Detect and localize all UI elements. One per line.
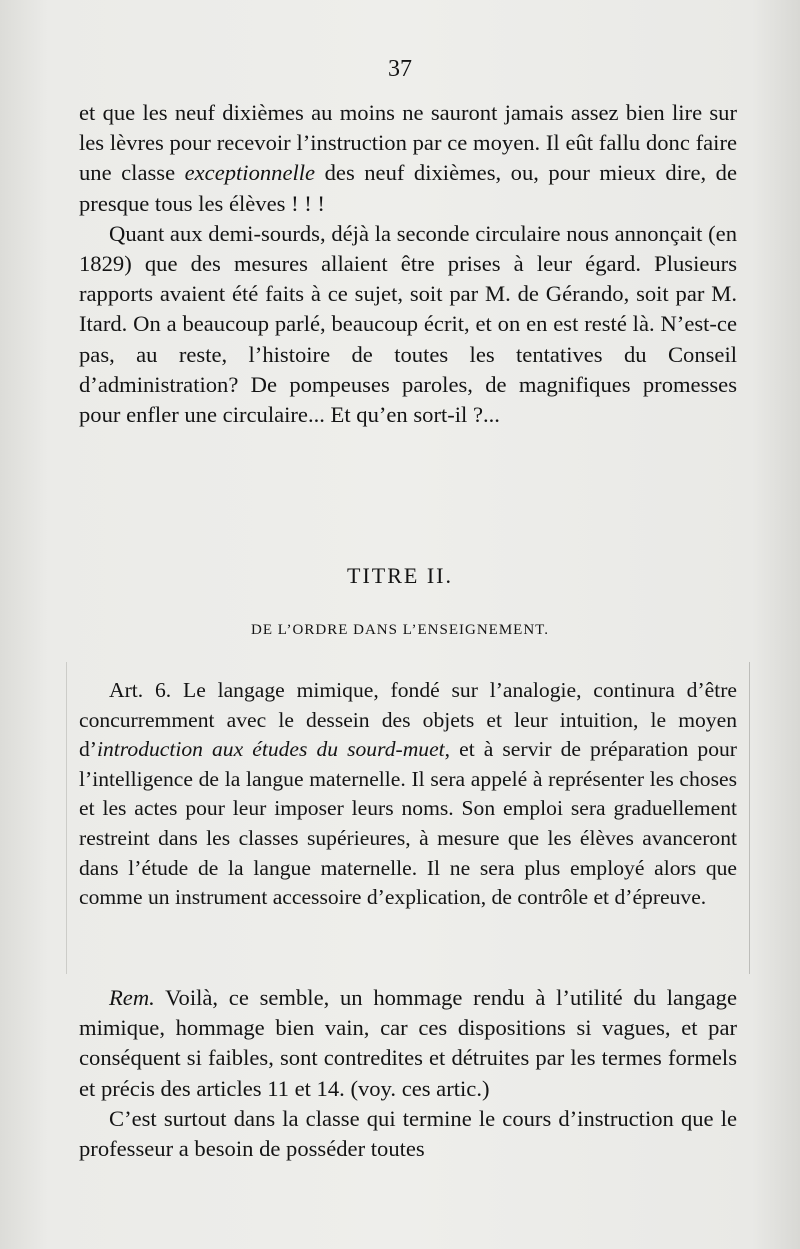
article-6-emphasis: introduction aux études du sourd-muet — [97, 737, 445, 762]
paragraph-2: Quant aux demi-sourds, déjà la seconde circulaire nous annonçait (en 1829) que des mesures allaient être prises à leur égard. Plusieurs rapports avaient été faits à ce sujet, soit par M. de Gérando, soit par M. Itard. On a beaucoup parlé, beaucoup écrit, et on en est resté là. N’est-ce pas, au reste, l’histoire de toutes les tentatives du Conseil d’administration? De pompeuses paroles, de magnifiques promesses pour enfler une circulaire... Et qu’en sort-il ?... — [79, 220, 737, 428]
article-6-text-b: , et à servir de préparation pour l’intelligence de la langue maternelle. Il sera appelé à représenter les choses et les actes pour leur imposer leurs noms. Son emploi sera graduellement restreint dans les classes supérieures, à mesure que les élèves avanceront dans l’étude de la langue maternelle. Il ne sera plus employé alors que comme un instrument accessoire d’explication, de contrôle et d’épreuve. — [79, 737, 737, 910]
article-6-text-a: Art. 6. Le langage mimique, fondé sur l’analogie, continura d’être concurremment avec le dessein des objets et leur intuition, le moyen d’ — [79, 678, 737, 762]
text-block-top — [79, 98, 737, 430]
remark-label: Rem. — [109, 985, 155, 1010]
remark-block — [79, 983, 737, 1164]
paragraph-1-emphasis: exceptionnelle — [184, 160, 316, 186]
paragraph-1-text-b: des neuf dixièmes, ou, pour mieux dire, de presque tous les élèves ! ! ! — [79, 160, 737, 216]
section-subtitle: DE L’ORDRE DANS L’ENSEIGNEMENT. — [251, 622, 549, 638]
paragraph-1-text-a: et que les neuf dixièmes au moins ne sauront jamais assez bien lire sur les lèvres pour recevoir l’instruction par ce moyen. Il eût fallu donc faire une classe — [79, 100, 737, 186]
paragraph-1 — [79, 98, 737, 219]
last-paragraph: C’est surtout dans la classe qui termine le cours d’instruction que le professeur a besoin de posséder toutes — [79, 1105, 737, 1162]
remark-paragraph — [79, 983, 737, 1104]
page-number: 37 — [388, 56, 412, 82]
section-title: TITRE II. — [347, 563, 453, 588]
article-6-paragraph — [79, 676, 737, 913]
article-6-block — [79, 676, 737, 913]
remark-text: Voilà, ce semble, un hommage rendu à l’utilité du langage mimique, hommage bien vain, car ces dispositions si vagues, et par conséquent si faibles, sont contredites et détruites par les termes formels et précis des articles 11 et 14. (voy. ces artic.) — [79, 985, 737, 1101]
